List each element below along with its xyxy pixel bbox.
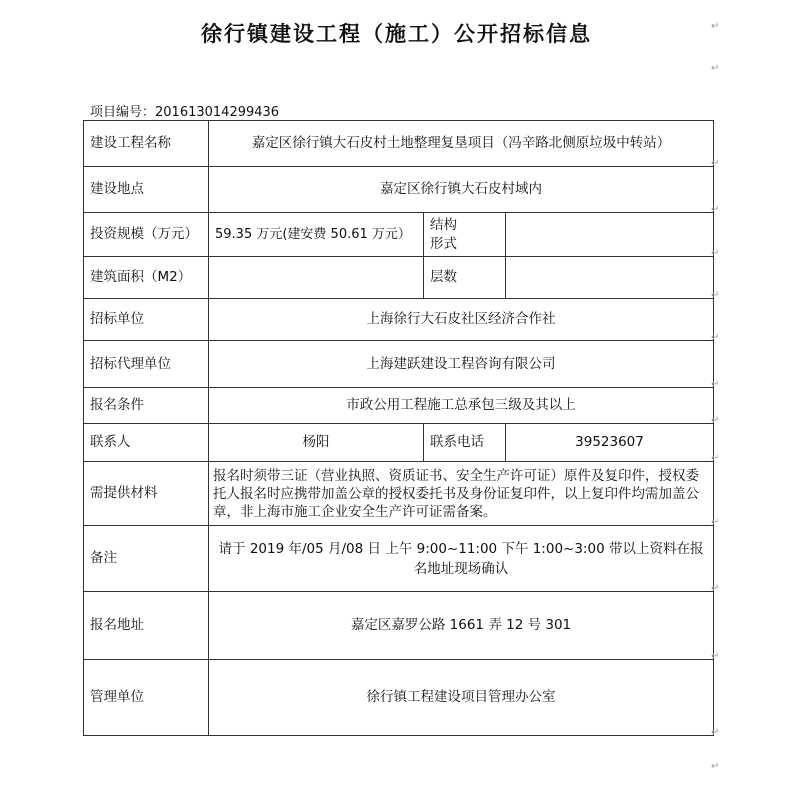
- paragraph-mark-icon: ↵: [711, 204, 720, 215]
- paragraph-mark-icon: ↵: [711, 332, 720, 343]
- structure-label: [424, 213, 506, 257]
- table-row: [84, 299, 714, 341]
- row-label: 投资规模（万元）: [84, 213, 209, 257]
- table-row: [84, 592, 714, 660]
- paragraph-mark-icon: ↵: [711, 583, 720, 594]
- row-label: 备注: [84, 526, 209, 592]
- row-label: 管理单位: [84, 660, 209, 736]
- paragraph-mark-icon: ↵: [711, 158, 720, 169]
- project-number-label: 项目编号：: [90, 105, 156, 120]
- paragraph-mark-icon: ↵: [711, 727, 720, 738]
- table-row: [84, 213, 714, 257]
- location-value: 嘉定区徐行镇大石皮村域内: [209, 167, 714, 213]
- area-value: [209, 257, 424, 299]
- table-row: [84, 167, 714, 213]
- row-label: 联系人: [84, 424, 209, 462]
- paragraph-mark-icon: ↵: [711, 517, 720, 528]
- tender-info-table: [83, 120, 714, 736]
- row-label: 报名条件: [84, 388, 209, 424]
- table-row: [84, 424, 714, 462]
- paragraph-mark-icon: ↵: [711, 415, 720, 426]
- structure-label-text: 结构形式: [430, 216, 457, 252]
- row-label: 招标代理单位: [84, 341, 209, 388]
- row-label: 建设工程名称: [84, 121, 209, 167]
- table-row: [84, 341, 714, 388]
- remarks-value: 请于 2019 年/05 月/08 日 上午 9:00~11:00 下午 1:00~3:00 带以上资料在报名地址现场确认: [209, 526, 714, 592]
- row-label: 报名地址: [84, 592, 209, 660]
- paragraph-mark-icon: ↵: [711, 63, 720, 74]
- paragraph-mark-icon: ↵: [711, 248, 720, 259]
- row-label: 建设地点: [84, 167, 209, 213]
- table-row: [84, 388, 714, 424]
- document-title: 徐行镇建设工程（施工）公开招标信息: [201, 21, 592, 46]
- paragraph-mark-icon: ↵: [711, 453, 720, 464]
- paragraph-mark-icon: ↵: [711, 651, 720, 662]
- table-row: [84, 257, 714, 299]
- materials-value: 报名时须带三证（营业执照、资质证书、安全生产许可证）原件及复印件，授权委托人报名时应携带加盖公章的授权委托书及身份证复印件，以上复印件均需加盖公章，非上海市施工企业安全生产许可证需备案。: [209, 462, 714, 526]
- table-row: [84, 660, 714, 736]
- tenderer-value: 上海徐行大石皮社区经济合作社: [209, 299, 714, 341]
- project-number: [90, 101, 279, 120]
- project-name-value: 嘉定区徐行镇大石皮村土地整理复垦项目（冯辛路北侧原垃圾中转站）: [209, 121, 714, 167]
- floors-value: [506, 257, 714, 299]
- contact-value: 杨阳: [209, 424, 424, 462]
- phone-value: 39523607: [506, 424, 714, 462]
- project-number-value: 201613014299436: [155, 105, 280, 120]
- row-label: 建筑面积（M2）: [84, 257, 209, 299]
- phone-label: 联系电话: [424, 424, 506, 462]
- row-label: 需提供材料: [84, 462, 209, 526]
- table-row: [84, 121, 714, 167]
- table-row: [84, 526, 714, 592]
- row-label: 招标单位: [84, 299, 209, 341]
- conditions-value: 市政公用工程施工总承包三级及其以上: [209, 388, 714, 424]
- structure-value: [506, 213, 714, 257]
- floors-label: 层数: [424, 257, 506, 299]
- paragraph-mark-icon: ↵: [711, 290, 720, 301]
- paragraph-mark-icon: ↵: [711, 21, 720, 32]
- paragraph-mark-icon: ↵: [711, 761, 720, 772]
- address-value: 嘉定区嘉罗公路 1661 弄 12 号 301: [209, 592, 714, 660]
- manager-value: 徐行镇工程建设项目管理办公室: [209, 660, 714, 736]
- investment-value: 59.35 万元(建安费 50.61 万元）: [209, 213, 424, 257]
- agent-value: 上海建跃建设工程咨询有限公司: [209, 341, 714, 388]
- paragraph-mark-icon: ↵: [711, 379, 720, 390]
- table-row: [84, 462, 714, 526]
